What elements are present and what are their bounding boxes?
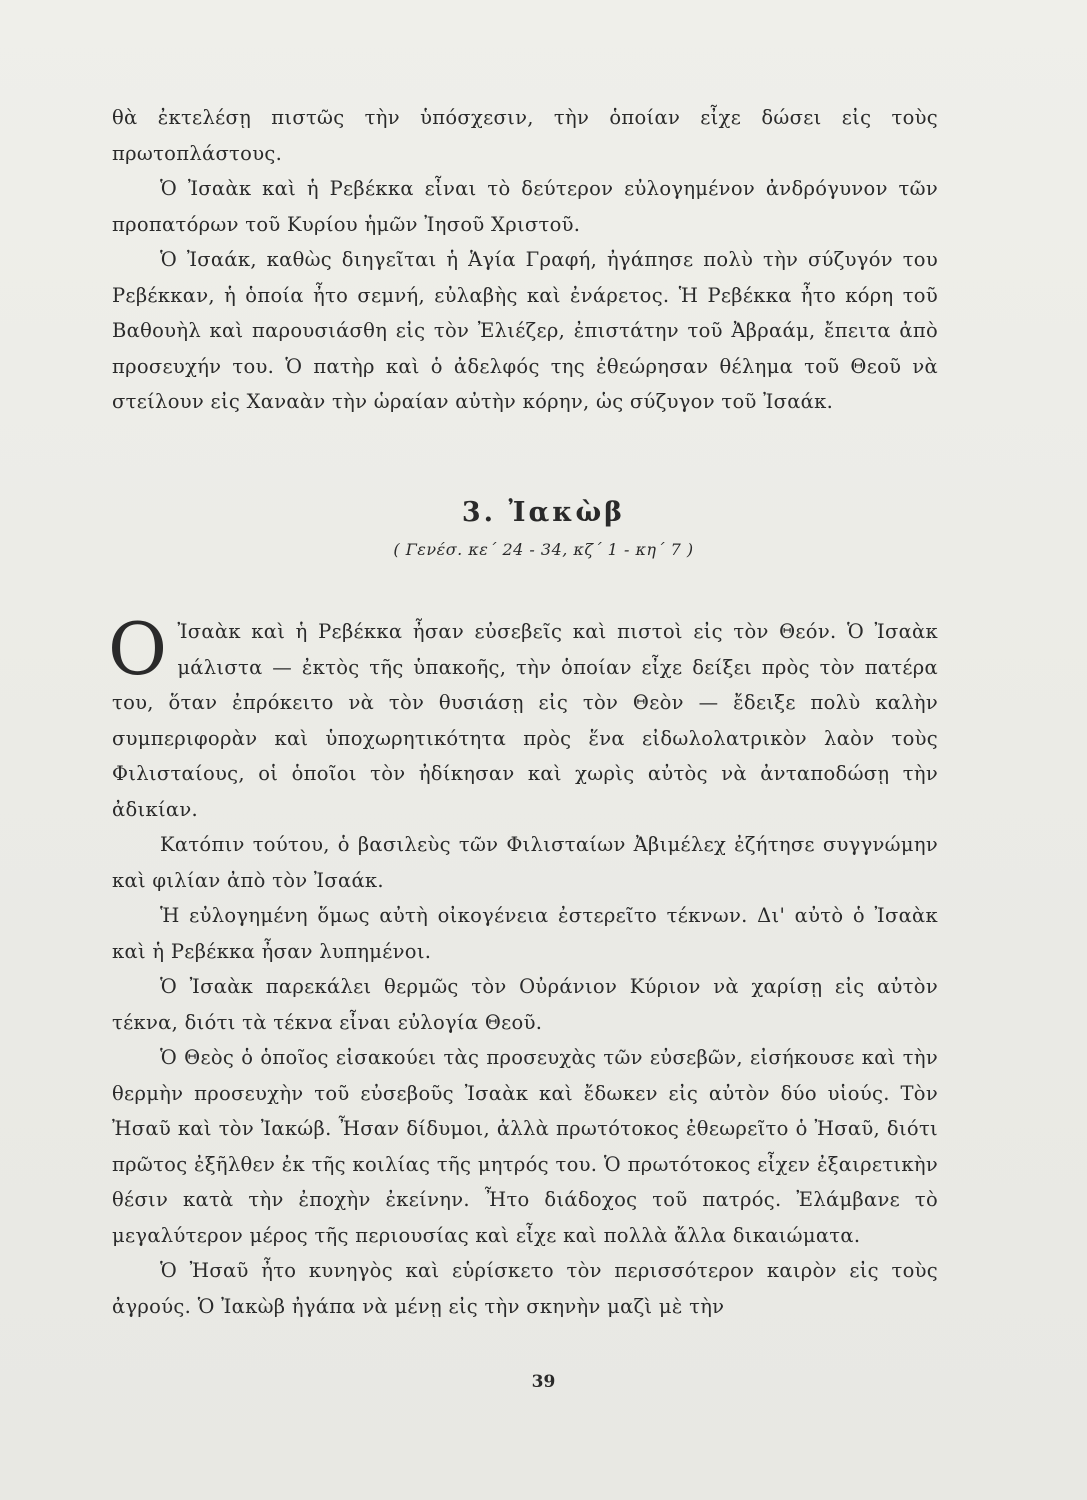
paragraph: Ὁ Ἰσαάκ, καθὼς διηγεῖται ἡ Ἁγία Γραφή, ἠγάπησε πολὺ τὴν σύζυγόν του Ρεβέκκαν, ἡ ὁποία ἦτο σεμνή, εὐλαβὴς καὶ ἐνάρετος. Ἡ Ρεβέκκα ἦτο κόρη τοῦ Βαθουὴλ καὶ παρουσιάσθη εἰς τὸν Ἐλιέζερ, ἐπιστάτην τοῦ Ἀβραάμ, ἔπειτα ἀπὸ προσευχήν του. Ὁ πατὴρ καὶ ὁ ἀδελφός της ἐθεώρησαν θέλημα τοῦ Θεοῦ νὰ στείλουν εἰς Χαναὰν τὴν ὡραίαν αὐτὴν κόρην, ὡς σύζυγον τοῦ Ἰσαάκ. bbox=[112, 248, 938, 413]
paragraph-continues: Ὁ Ἠσαῦ ἦτο κυνηγὸς καὶ εὑρίσκετο τὸν περισσότερον καιρὸν εἰς τοὺς ἀγρούς. Ὁ Ἰακὼβ ἠγάπα νὰ μένῃ εἰς τὴν σκηνὴν μαζὶ μὲ τὴν bbox=[112, 1259, 938, 1318]
chapter-heading bbox=[0, 497, 1087, 528]
main-text-block bbox=[108, 607, 938, 1324]
drop-cap: Ο bbox=[108, 607, 168, 691]
paragraph: Κατόπιν τούτου, ὁ βασιλεὺς τῶν Φιλισταίων Ἀβιμέλεχ ἐζήτησε συγγνώμην καὶ φιλίαν ἀπὸ τὸν Ἰσαάκ. bbox=[112, 833, 938, 892]
chapter-number: 3. bbox=[461, 497, 497, 528]
page-number: 39 bbox=[531, 1372, 556, 1392]
opening-paragraph-text: Ἰσαὰκ καὶ ἡ Ρεβέκκα ἦσαν εὐσεβεῖς καὶ πιστοὶ εἰς τὸν Θεόν. Ὁ Ἰσαὰκ μάλιστα — ἐκτὸς τῆς ὑπακοῆς, τὴν ὁποίαν εἶχε δείξει πρὸς τὸν πατέρα του, ὅταν ἐπρόκειτο νὰ τὸν θυσιάσῃ εἰς τὸν Θεὸν — ἔδειξε πολὺ καλὴν συμπεριφορὰν καὶ ὑποχωρητικότητα πρὸς ἕνα εἰδωλολατρικὸν λαὸν τοὺς Φιλισταίους, οἱ ὁποῖοι τὸν ἠδίκησαν καὶ χωρὶς αὐτὸς νὰ ἀνταποδώσῃ τὴν ἀδικίαν. bbox=[112, 620, 938, 821]
paragraph: Ὁ Ἰσαὰκ καὶ ἡ Ρεβέκκα εἶναι τὸ δεύτερον εὐλογημένον ἀνδρόγυνον τῶν προπατόρων τοῦ Κυρίου ἡμῶν Ἰησοῦ Χριστοῦ. bbox=[112, 177, 938, 236]
paragraph: Ὁ Ἰσαὰκ παρεκάλει θερμῶς τὸν Οὐράνιον Κύριον νὰ χαρίσῃ εἰς αὐτὸν τέκνα, διότι τὰ τέκνα εἶναι εὐλογία Θεοῦ. bbox=[112, 975, 938, 1034]
chapter-title: Ἰακὼβ bbox=[508, 497, 626, 528]
scripture-reference: ( Γενέσ. κε΄ 24 - 34, κζ΄ 1 - κη΄ 7 ) bbox=[393, 540, 694, 559]
top-text-block bbox=[112, 100, 938, 420]
paragraph: Ὁ Θεὸς ὁ ὁποῖος εἰσακούει τὰς προσευχὰς τῶν εὐσεβῶν, εἰσήκουσε καὶ τὴν θερμὴν προσευχὴν τοῦ εὐσεβοῦς Ἰσαὰκ καὶ ἔδωκεν εἰς αὐτὸν δύο υἱούς. Τὸν Ἠσαῦ καὶ τὸν Ἰακώβ. Ἦσαν δίδυμοι, ἀλλὰ πρωτότοκος ἐθεωρεῖτο ὁ Ἠσαῦ, διότι πρῶτος ἐξῆλθεν ἐκ τῆς κοιλίας τῆς μητρός του. Ὁ πρωτότοκος εἶχεν ἐξαιρετικὴν θέσιν κατὰ τὴν ἐποχὴν ἐκείνην. Ἦτο διάδοχος τοῦ πατρός. Ἐλάμβανε τὸ μεγαλύτερον μέρος τῆς περιουσίας καὶ εἶχε καὶ πολλὰ ἄλλα δικαιώματα. bbox=[112, 1046, 938, 1247]
paragraph: Ἡ εὐλογημένη ὅμως αὐτὴ οἰκογένεια ἐστερεῖτο τέκνων. Δι' αὐτὸ ὁ Ἰσαὰκ καὶ ἡ Ρεβέκκα ἦσαν λυπημένοι. bbox=[112, 904, 938, 963]
paragraph-continued: θὰ ἐκτελέσῃ πιστῶς τὴν ὑπόσχεσιν, τὴν ὁποίαν εἶχε δώσει εἰς τοὺς πρωτοπλάστους. bbox=[112, 106, 938, 165]
opening-paragraph bbox=[108, 607, 938, 827]
